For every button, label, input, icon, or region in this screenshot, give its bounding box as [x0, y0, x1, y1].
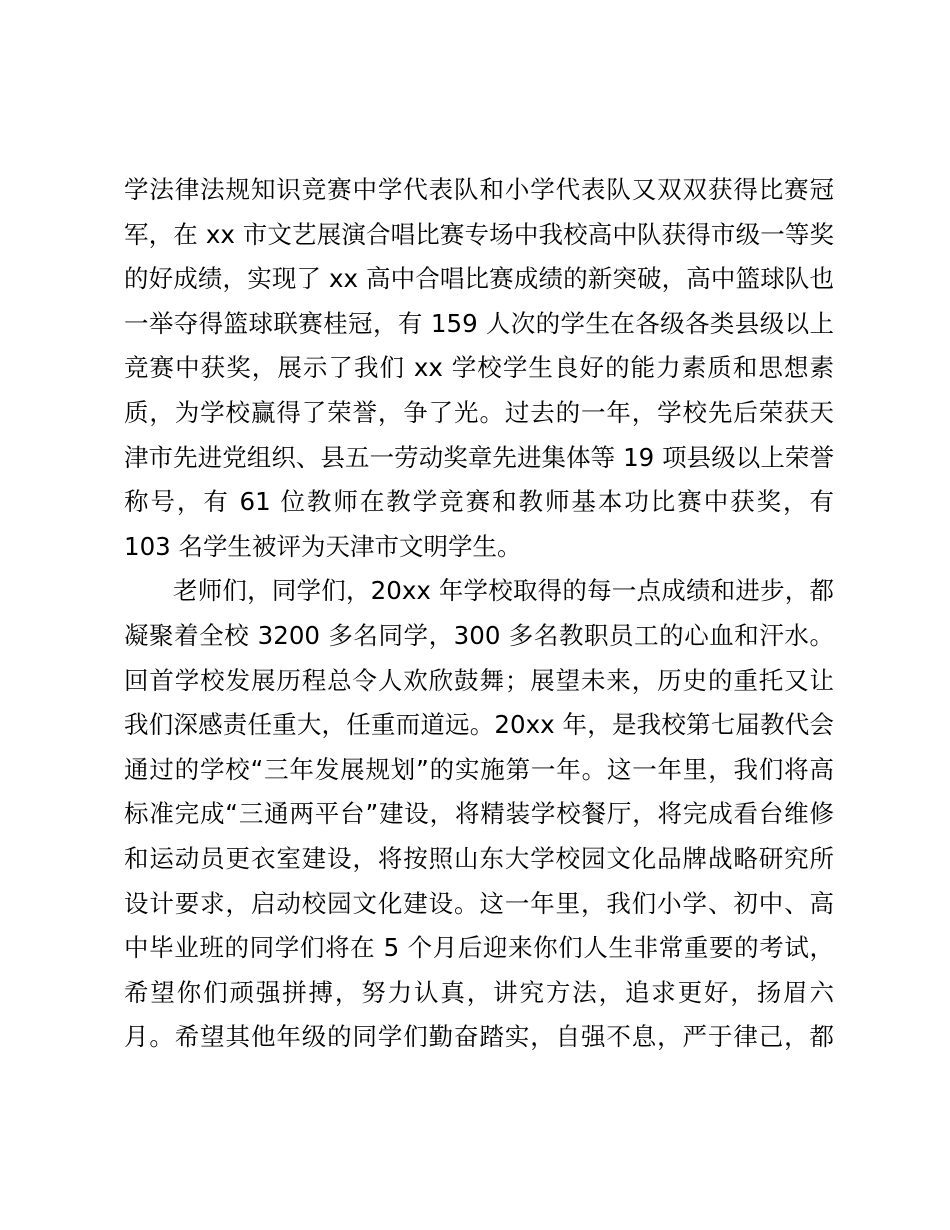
text-line: 称号，有 61 位教师在教学竞赛和教师基本功比赛中获奖，有 — [124, 487, 834, 517]
text-line: 回首学校发展历程总令人欢欣鼓舞；展望未来，历史的重托又让 — [124, 665, 834, 695]
text-line: 中毕业班的同学们将在 5 个月后迎来你们人生非常重要的考试， — [124, 933, 834, 963]
body-text — [124, 168, 834, 1060]
text-line: 103 名学生被评为天津市文明学生。 — [124, 531, 522, 561]
text-line: 津市先进党组织、县五一劳动奖章先进集体等 19 项县级以上荣誉 — [124, 442, 834, 472]
text-line: 我们深感责任重大，任重而道远。20xx 年，是我校第七届教代会 — [124, 710, 834, 740]
text-line: 希望你们顽强拼搏，努力认真，讲究方法，追求更好，扬眉六 — [124, 977, 834, 1007]
text-line: 通过的学校“三年发展规划”的实施第一年。这一年里，我们将高 — [124, 754, 834, 784]
text-line: 和运动员更衣室建设，将按照山东大学校园文化品牌战略研究所 — [124, 843, 834, 873]
paragraph-2 — [124, 569, 834, 1060]
text-line: 的好成绩，实现了 xx 高中合唱比赛成绩的新突破，高中篮球队也 — [124, 264, 834, 294]
text-line: 月。希望其他年级的同学们勤奋踏实，自强不息，严于律己，都 — [124, 1022, 834, 1052]
paragraph-1 — [124, 168, 834, 569]
text-line: 设计要求，启动校园文化建设。这一年里，我们小学、初中、高 — [124, 888, 834, 918]
text-line: 一举夺得篮球联赛桂冠，有 159 人次的学生在各级各类县级以上 — [124, 308, 834, 338]
text-line: 质，为学校赢得了荣誉，争了光。过去的一年，学校先后荣获天 — [124, 397, 834, 427]
text-line: 标准完成“三通两平台”建设，将精装学校餐厅，将完成看台维修 — [124, 799, 834, 829]
text-line: 军，在 xx 市文艺展演合唱比赛专场中我校高中队获得市级一等奖 — [124, 219, 834, 249]
text-line: 竞赛中获奖，展示了我们 xx 学校学生良好的能力素质和思想素 — [124, 353, 834, 383]
text-line: 学法律法规知识竞赛中学代表队和小学代表队又双双获得比赛冠 — [124, 175, 834, 204]
text-line: 凝聚着全校 3200 多名同学，300 多名教职员工的心血和汗水。 — [124, 620, 834, 650]
text-line: 老师们，同学们，20xx 年学校取得的每一点成绩和进步，都 — [173, 576, 834, 606]
